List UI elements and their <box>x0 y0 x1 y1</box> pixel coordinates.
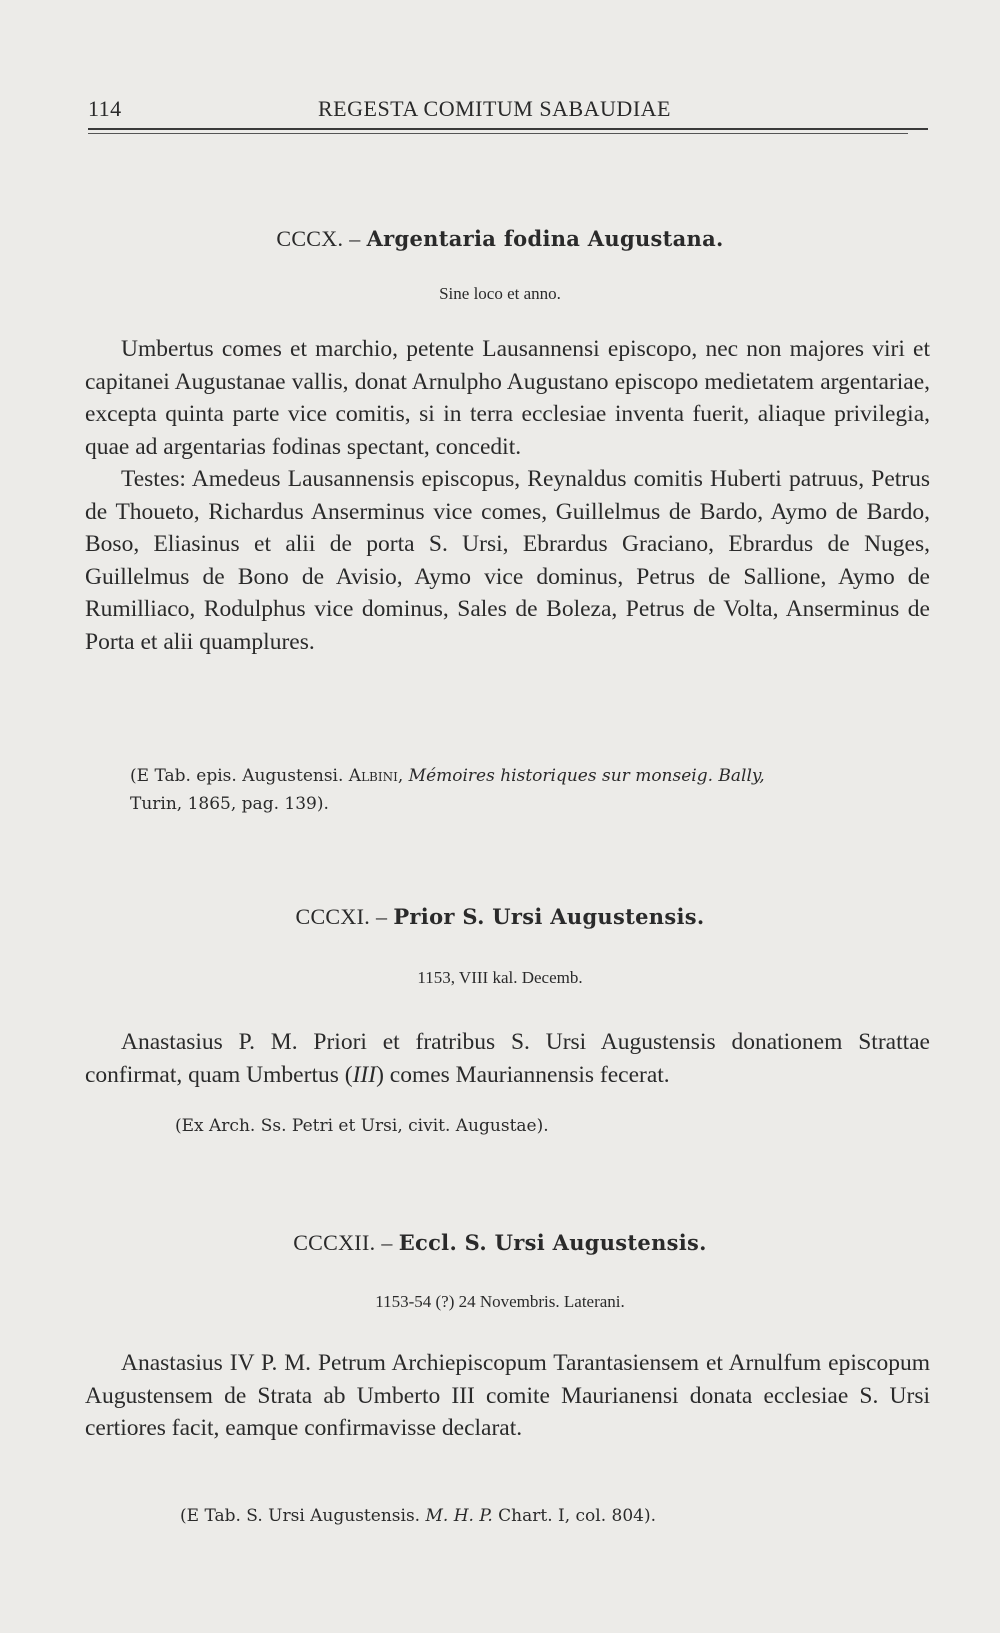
entry-source: (Ex Arch. Ss. Petri et Ursi, civit. Augustae). <box>175 1116 549 1136</box>
entry-body <box>85 333 930 658</box>
source-suffix: Chart. I, col. 804). <box>498 1506 657 1526</box>
entry-number: CCCXI. <box>295 904 371 929</box>
source-suffix: Turin, 1865, pag. 139). <box>130 794 329 814</box>
regest-paragraph: Anastasius P. M. Priori et fratribus S. Ursi Augustensis donationem Strattae confirmat, quam Umbertus (III) comes Mauriannensis fecerat. <box>85 1029 930 1088</box>
entry-source <box>180 1502 980 1530</box>
source-prefix: (E Tab. epis. Augustensi. <box>130 766 344 786</box>
entry-dateline: 1153-54 (?) 24 Novembris. Laterani. <box>375 1292 625 1311</box>
entry-source <box>130 762 930 818</box>
entry-heading: CCCXII. – Eccl. S. Ursi Augustensis. <box>293 1230 707 1255</box>
regest-paragraph: Umbertus comes et marchio, petente Lausannensi episcopo, nec non majores viri et capitanei Augustanae vallis, donat Arnulpho Augustano episcopo medietatem argentariae, excepta quinta parte vice comitis, si in terra ecclesiae inventa fuerit, aliaque privilegia, quae ad argentarias fodinas spectant, concedit. <box>85 336 930 460</box>
page-header <box>88 96 928 126</box>
header-rule <box>88 128 928 130</box>
entry-dateline: 1153, VIII kal. Decemb. <box>417 968 583 987</box>
entry-number: CCCX. <box>276 226 344 251</box>
entry-heading: CCCX. – Argentaria fodina Augustana. <box>276 226 724 251</box>
header-rule-thin <box>88 133 908 134</box>
entry-body <box>85 1347 930 1445</box>
entry-body <box>85 1026 930 1091</box>
running-title: REGESTA COMITUM SABAUDIAE <box>318 96 671 121</box>
source-work: Mémoires historiques sur monseig. Bally, <box>408 766 765 786</box>
regest-paragraph: Anastasius IV P. M. Petrum Archiepiscopum Tarantasiensem et Arnulfum episcopum Augustensem de Strata ab Umberto III comite Maurianensi donata ecclesiae S. Ursi certiores facit, eamque confirmavisse declarat. <box>85 1350 930 1441</box>
source-author: Albini, <box>348 766 404 786</box>
page-number: 114 <box>88 96 122 121</box>
entry-title: Argentaria fodina Augustana. <box>366 226 724 251</box>
entry-heading: CCCXI. – Prior S. Ursi Augustensis. <box>295 904 705 929</box>
source-work: M. H. P. <box>425 1506 493 1526</box>
entry-title: Eccl. S. Ursi Augustensis. <box>398 1230 707 1255</box>
entry-title: Prior S. Ursi Augustensis. <box>393 904 705 929</box>
entry-number: CCCXII. <box>293 1230 376 1255</box>
witnesses-paragraph: Testes: Amedeus Lausannensis episcopus, Reynaldus comitis Huberti patruus, Petrus de Thoueto, Richardus Anserminus vice comes, Guillelmus de Bardo, Aymo de Bardo, Boso, Eliasinus et alii de porta S. Ursi, Ebrardus Graciano, Ebrardus de Nuges, Guillelmus de Bono de Avisio, Aymo vice dominus, Petrus de Sallione, Aymo de Rumilliaco, Rodulphus vice dominus, Sales de Boleza, Petrus de Volta, Anserminus de Porta et alii quamplures. <box>85 466 930 655</box>
entry-dateline: Sine loco et anno. <box>439 284 561 303</box>
source-prefix: (E Tab. S. Ursi Augustensis. <box>180 1506 421 1526</box>
